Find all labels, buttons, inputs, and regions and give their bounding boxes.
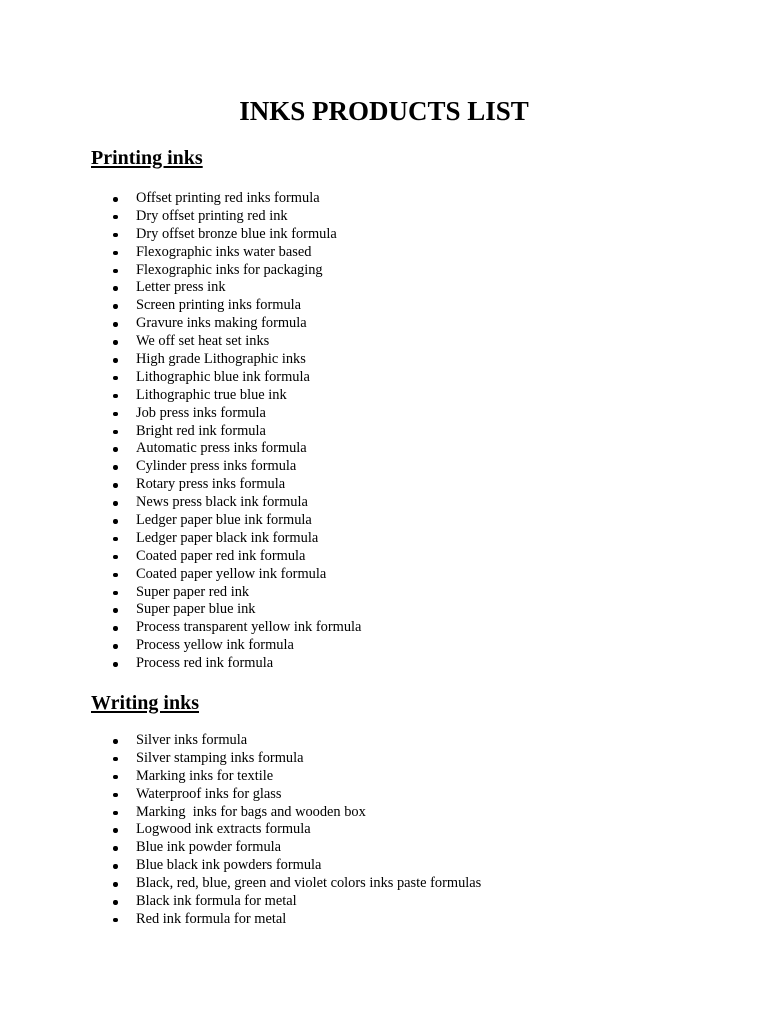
list-item-text: Marking inks for textile — [136, 767, 274, 784]
list-item — [0, 911, 768, 929]
bullet-icon — [113, 269, 118, 274]
bullet-icon — [113, 251, 118, 256]
list-item-text: Lithographic blue ink formula — [136, 368, 310, 385]
bullet-icon — [113, 775, 118, 780]
list-item-text: Process transparent yellow ink formula — [136, 619, 362, 636]
list-item — [0, 387, 768, 405]
bullet-icon — [113, 322, 118, 327]
list-item-text: Coated paper yellow ink formula — [136, 565, 327, 582]
bullet-icon — [113, 412, 118, 417]
writing-inks-list — [0, 732, 768, 929]
list-item-text: Process red ink formula — [136, 655, 274, 672]
bullet-icon — [113, 555, 118, 560]
bullet-icon — [113, 340, 118, 345]
bullet-icon — [113, 304, 118, 309]
list-item-text: Process yellow ink formula — [136, 637, 294, 654]
list-item-text: Bright red ink formula — [136, 422, 266, 439]
list-item-text: Silver stamping inks formula — [136, 749, 304, 766]
list-item — [0, 440, 768, 458]
list-item — [0, 494, 768, 512]
bullet-icon — [113, 286, 118, 291]
list-item-text: Coated paper red ink formula — [136, 547, 306, 564]
list-item — [0, 768, 768, 786]
list-item — [0, 333, 768, 351]
list-item — [0, 226, 768, 244]
list-item-text: Red ink formula for metal — [136, 910, 287, 927]
bullet-icon — [113, 573, 118, 578]
bullet-icon — [113, 828, 118, 833]
list-item — [0, 732, 768, 750]
bullet-icon — [113, 591, 118, 596]
list-item — [0, 369, 768, 387]
list-item — [0, 857, 768, 875]
bullet-icon — [113, 465, 118, 470]
list-item-text: Flexographic inks water based — [136, 243, 312, 260]
list-item — [0, 804, 768, 822]
list-item-text: Super paper blue ink — [136, 601, 256, 618]
bullet-icon — [113, 644, 118, 649]
bullet-icon — [113, 882, 118, 887]
list-item — [0, 458, 768, 476]
list-item — [0, 584, 768, 602]
bullet-icon — [113, 864, 118, 869]
list-item — [0, 619, 768, 637]
list-item-text: Logwood ink extracts formula — [136, 821, 311, 838]
bullet-icon — [113, 537, 118, 542]
bullet-icon — [113, 626, 118, 631]
list-item-text: Automatic press inks formula — [136, 440, 307, 457]
bullet-icon — [113, 918, 118, 923]
list-item — [0, 262, 768, 280]
list-item — [0, 279, 768, 297]
list-item — [0, 423, 768, 441]
bullet-icon — [113, 447, 118, 452]
list-item-text: Dry offset bronze blue ink formula — [136, 225, 337, 242]
list-item-text: Ledger paper blue ink formula — [136, 512, 312, 529]
bullet-icon — [113, 811, 118, 816]
list-item — [0, 566, 768, 584]
bullet-icon — [113, 233, 118, 238]
list-item — [0, 315, 768, 333]
bullet-icon — [113, 483, 118, 488]
list-item-text: Job press inks formula — [136, 404, 266, 421]
list-item — [0, 351, 768, 369]
list-item-text: High grade Lithographic inks — [136, 351, 306, 368]
list-item-text: Waterproof inks for glass — [136, 785, 282, 802]
section-heading-printing-inks: Printing inks — [91, 147, 203, 169]
list-item-text: Screen printing inks formula — [136, 297, 302, 314]
list-item-text: Gravure inks making formula — [136, 315, 307, 332]
bullet-icon — [113, 430, 118, 435]
list-item-text: Blue black ink powders formula — [136, 857, 322, 874]
bullet-icon — [113, 519, 118, 524]
list-item-text: Silver inks formula — [136, 732, 248, 748]
list-item-text: Letter press ink — [136, 279, 226, 296]
list-item-text: We off set heat set inks — [136, 333, 270, 350]
list-item — [0, 875, 768, 893]
list-item — [0, 530, 768, 548]
bullet-icon — [113, 793, 118, 798]
list-item-text: Black ink formula for metal — [136, 893, 297, 910]
bullet-icon — [113, 739, 118, 744]
bullet-icon — [113, 662, 118, 667]
list-item-text: Lithographic true blue ink — [136, 386, 287, 403]
list-item — [0, 244, 768, 262]
list-item — [0, 548, 768, 566]
list-item — [0, 893, 768, 911]
list-item — [0, 637, 768, 655]
list-item — [0, 405, 768, 423]
list-item — [0, 839, 768, 857]
page-title: INKS PRODUCTS LIST — [239, 96, 529, 126]
printing-inks-list — [0, 190, 768, 673]
list-item-text: Cylinder press inks formula — [136, 458, 297, 475]
bullet-icon — [113, 197, 118, 202]
list-item — [0, 786, 768, 804]
section-heading-writing-inks: Writing inks — [91, 692, 199, 714]
bullet-icon — [113, 846, 118, 851]
list-item — [0, 190, 768, 208]
list-item-text: Ledger paper black ink formula — [136, 529, 319, 546]
list-item-text: Blue ink powder formula — [136, 839, 282, 856]
list-item-text: Flexographic inks for packaging — [136, 261, 323, 278]
bullet-icon — [113, 900, 118, 905]
list-item-text: Rotary press inks formula — [136, 476, 286, 493]
bullet-icon — [113, 608, 118, 613]
list-item — [0, 476, 768, 494]
list-item — [0, 208, 768, 226]
list-item-text: Marking inks for bags and wooden box — [136, 803, 366, 820]
list-item — [0, 655, 768, 673]
bullet-icon — [113, 376, 118, 381]
list-item — [0, 297, 768, 315]
list-item — [0, 601, 768, 619]
list-item — [0, 512, 768, 530]
bullet-icon — [113, 215, 118, 220]
bullet-icon — [113, 757, 118, 762]
list-item-text: Dry offset printing red ink — [136, 207, 288, 224]
list-item — [0, 821, 768, 839]
bullet-icon — [113, 394, 118, 399]
list-item-text: News press black ink formula — [136, 494, 308, 511]
list-item — [0, 750, 768, 768]
bullet-icon — [113, 358, 118, 363]
list-item-text: Super paper red ink — [136, 583, 250, 600]
bullet-icon — [113, 501, 118, 506]
list-item-text: Offset printing red inks formula — [136, 190, 320, 206]
list-item-text: Black, red, blue, green and violet colors inks paste formulas — [136, 875, 482, 892]
